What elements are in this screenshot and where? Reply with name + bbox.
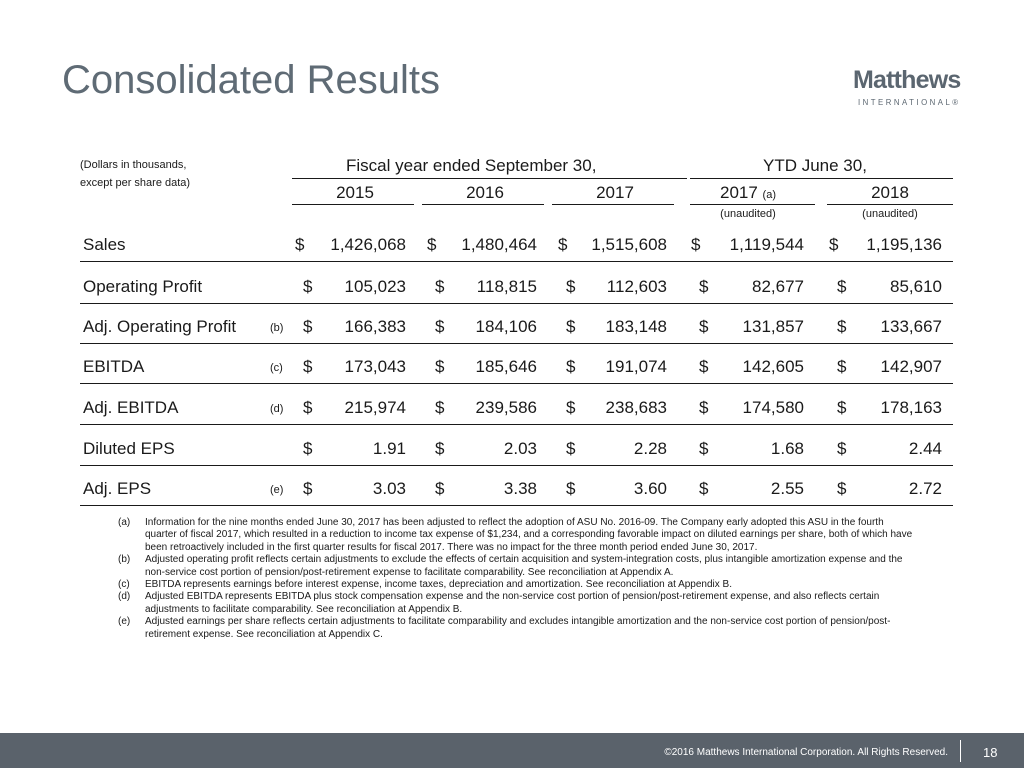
row-note-ref: (c) xyxy=(270,362,283,374)
currency-symbol: $ xyxy=(303,398,313,417)
column-year-text: 2016 xyxy=(466,183,504,202)
footnote xyxy=(118,554,918,579)
footnote xyxy=(118,616,918,641)
table-cell-value: 215,974 xyxy=(344,398,406,417)
currency-symbol: $ xyxy=(295,235,305,254)
copyright-text: ©2016 Matthews International Corporation. All Rights Reserved. xyxy=(664,747,948,758)
table-cell-value: 238,683 xyxy=(605,398,667,417)
row-divider xyxy=(80,303,953,304)
column-year-text: 2015 xyxy=(336,183,374,202)
table-cell-value: 166,383 xyxy=(344,317,406,336)
row-divider xyxy=(80,261,953,262)
row-divider xyxy=(80,383,953,384)
currency-symbol: $ xyxy=(435,479,445,498)
column-year-text: 2017 xyxy=(596,183,634,202)
currency-symbol: $ xyxy=(699,439,709,458)
column-note-ref: (a) xyxy=(762,189,776,201)
currency-symbol: $ xyxy=(566,317,576,336)
currency-symbol: $ xyxy=(699,277,709,296)
footer-divider xyxy=(960,740,961,762)
footnote xyxy=(118,517,918,554)
units-note xyxy=(80,156,190,192)
table-cell-value: 1.91 xyxy=(372,439,406,458)
table-cell-value: 1,480,464 xyxy=(461,235,537,254)
currency-symbol: $ xyxy=(303,277,313,296)
table-cell-value: 142,605 xyxy=(742,357,804,376)
currency-symbol: $ xyxy=(427,235,437,254)
currency-symbol: $ xyxy=(829,235,839,254)
currency-symbol: $ xyxy=(837,398,847,417)
table-cell-value: 2.55 xyxy=(770,479,804,498)
unaudited-label: (unaudited) xyxy=(862,208,918,220)
logo-subtext: INTERNATIONAL® xyxy=(858,98,961,107)
table-cell-value: 105,023 xyxy=(344,277,406,296)
row-note-ref: (d) xyxy=(270,403,284,415)
footnotes xyxy=(118,517,918,641)
table-cell-value: 3.38 xyxy=(503,479,537,498)
table-cell-value: 118,815 xyxy=(476,277,537,296)
table-cell-value: 131,857 xyxy=(742,317,804,336)
column-year-header xyxy=(290,183,420,203)
table-cell-value: 2.44 xyxy=(908,439,942,458)
currency-symbol: $ xyxy=(303,479,313,498)
currency-symbol: $ xyxy=(303,357,313,376)
row-label: Diluted EPS xyxy=(83,439,175,458)
currency-symbol: $ xyxy=(691,235,701,254)
fiscal-year-header: Fiscal year ended September 30, xyxy=(346,156,597,175)
table-cell-value: 3.60 xyxy=(633,479,667,498)
table-cell-value: 2.72 xyxy=(908,479,942,498)
currency-symbol: $ xyxy=(566,479,576,498)
row-divider xyxy=(80,424,953,425)
table-cell-value: 174,580 xyxy=(742,398,804,417)
currency-symbol: $ xyxy=(303,317,313,336)
ytd-header-rule xyxy=(690,178,953,179)
column-year-text: 2017 xyxy=(719,183,758,202)
column-year-text: 2018 xyxy=(871,183,909,202)
table-cell-value: 142,907 xyxy=(880,357,942,376)
currency-symbol: $ xyxy=(837,479,847,498)
table-cell-value: 185,646 xyxy=(475,357,537,376)
currency-symbol: $ xyxy=(699,317,709,336)
column-year-header xyxy=(550,183,680,203)
currency-symbol: $ xyxy=(566,439,576,458)
unaudited-label: (unaudited) xyxy=(720,208,776,220)
table-cell-value: 1,426,068 xyxy=(330,235,406,254)
footnote xyxy=(118,591,918,616)
row-label: Operating Profit xyxy=(83,277,203,296)
footnote-key: (c) xyxy=(118,579,130,591)
currency-symbol: $ xyxy=(566,357,576,376)
table-cell-value: 85,610 xyxy=(890,277,942,296)
column-year-header xyxy=(825,183,955,203)
currency-symbol: $ xyxy=(435,357,445,376)
column-header-rule xyxy=(552,204,674,205)
page-title: Consolidated Results xyxy=(62,58,440,102)
table-cell-value: 3.03 xyxy=(372,479,406,498)
company-logo xyxy=(853,66,983,107)
table-cell-value: 184,106 xyxy=(475,317,537,336)
currency-symbol: $ xyxy=(699,398,709,417)
footnote xyxy=(118,579,918,591)
column-header-rule xyxy=(827,204,953,205)
row-divider xyxy=(80,465,953,466)
column-header-rule xyxy=(422,204,544,205)
footnote-key: (b) xyxy=(118,554,131,566)
row-divider xyxy=(80,505,953,506)
table-cell-value: 1,119,544 xyxy=(729,235,804,254)
footnote-key: (a) xyxy=(118,517,131,528)
row-divider xyxy=(80,343,953,344)
units-note-line: except per share data) xyxy=(80,177,191,189)
row-note-ref: (e) xyxy=(270,484,284,496)
currency-symbol: $ xyxy=(699,357,709,376)
row-label: EBITDA xyxy=(83,357,145,376)
table-cell-value: 178,163 xyxy=(880,398,942,417)
footer-bar xyxy=(0,733,1024,768)
currency-symbol: $ xyxy=(435,439,445,458)
table-cell-value: 133,667 xyxy=(880,317,942,336)
table-cell-value: 112,603 xyxy=(606,277,667,296)
column-year-header xyxy=(683,183,813,203)
logo-wordmark: Matthews xyxy=(853,66,961,94)
currency-symbol: $ xyxy=(837,317,847,336)
table-cell-value: 82,677 xyxy=(752,277,804,296)
table-cell-value: 1.68 xyxy=(770,439,804,458)
currency-symbol: $ xyxy=(837,439,847,458)
currency-symbol: $ xyxy=(303,439,313,458)
units-note-line: (Dollars in thousands, xyxy=(80,159,187,171)
footnote-text: EBITDA represents earnings before interest expense, income taxes, depreciation and amortization. See reconciliation at Appendix B. xyxy=(145,579,733,591)
row-label: Adj. EBITDA xyxy=(83,398,179,417)
row-label: Sales xyxy=(83,235,126,254)
table-cell-value: 183,148 xyxy=(605,317,667,336)
column-header-rule xyxy=(690,204,815,205)
footnote-text: Adjusted earnings per share reflects certain adjustments to facilitate comparability and excludes intangible amortization and the non-service cost portion of pension/post-retirement expense. See reconciliation at Appendix C. xyxy=(145,616,891,640)
currency-symbol: $ xyxy=(435,398,445,417)
table-cell-value: 2.28 xyxy=(633,439,667,458)
ytd-header: YTD June 30, xyxy=(763,156,867,175)
fiscal-header-rule xyxy=(292,178,687,179)
row-note-ref: (b) xyxy=(270,322,284,334)
currency-symbol: $ xyxy=(435,277,445,296)
table-cell-value: 1,515,608 xyxy=(591,235,667,254)
footnote-key: (e) xyxy=(118,616,131,628)
currency-symbol: $ xyxy=(558,235,568,254)
table-cell-value: 2.03 xyxy=(503,439,537,458)
currency-symbol: $ xyxy=(435,317,445,336)
page-number: 18 xyxy=(983,745,998,760)
row-label: Adj. EPS xyxy=(83,479,152,498)
footnote-text: Adjusted EBITDA represents EBITDA plus stock compensation expense and the non-service cost portion of pension/post-retirement expense, and also reflects certain adjustments to facilitate comparability. See reconciliation at Appendix B. xyxy=(145,591,880,615)
currency-symbol: $ xyxy=(566,277,576,296)
table-cell-value: 173,043 xyxy=(344,357,406,376)
row-label: Adj. Operating Profit xyxy=(83,317,237,336)
currency-symbol: $ xyxy=(837,277,847,296)
table-cell-value: 191,074 xyxy=(605,357,667,376)
table-cell-value: 1,195,136 xyxy=(866,235,942,254)
footnote-text: Information for the nine months ended June 30, 2017 has been adjusted to reflect the adoption of ASU No. 2016-09. The Company early adopted this ASU in the fourth quarter of fiscal 2017, which resulted in a reduction to income tax expense of $1,234, and a corresponding favorable impact on diluted earnings per share, both of which have been retroactively included in the first quarter results for fiscal 2017. There was no impact for the three month period ended June 30, 2017. xyxy=(145,517,913,553)
table-cell-value: 239,586 xyxy=(475,398,537,417)
column-year-header xyxy=(420,183,550,203)
footnote-text: Adjusted operating profit reflects certain adjustments to exclude the effects of certain acquisition and system-integration costs, plus intangible amortization expense and the non-service cost portion of pension/post-retirement expense to facilitate comparability. See reconciliation at Appendix A. xyxy=(145,554,903,578)
currency-symbol: $ xyxy=(699,479,709,498)
currency-symbol: $ xyxy=(837,357,847,376)
column-header-rule xyxy=(292,204,414,205)
currency-symbol: $ xyxy=(566,398,576,417)
footnote-key: (d) xyxy=(118,591,131,603)
